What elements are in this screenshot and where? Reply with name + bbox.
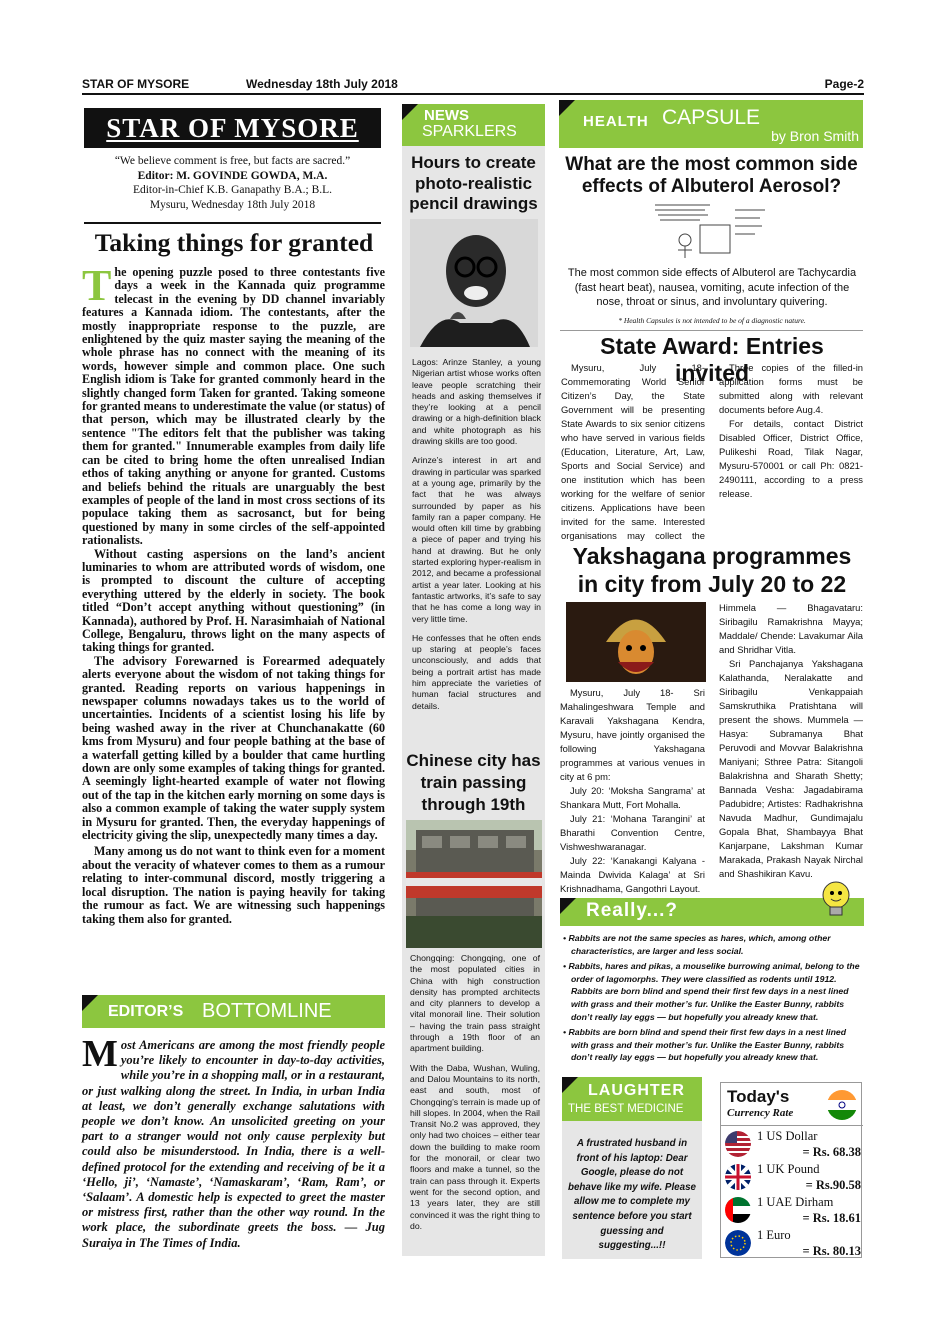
artist-portrait-image (410, 219, 538, 347)
currency-value: = Rs. 68.38 (802, 1144, 861, 1159)
editor-in-chief: Editor-in-Chief K.B. Ganapathy B.A.; B.L. (132, 184, 333, 196)
yakshagana-r1: Himmela — Bhagavataru: Siribagilu Ramakrishna Mayya; Maddale/ Chende: Lavakumar Aila and Shridhar Vitla. (719, 602, 863, 655)
health-body: The most common side effects of Albuterol are Tachycardia (fast heart beat), nausea, vomiting, acute infection of the nose, throat or sinus, and involuntary quivering. (567, 267, 857, 309)
currency-box (720, 1082, 862, 1258)
currency-name: 1 UK Pound (757, 1161, 820, 1176)
health-banner (559, 100, 863, 148)
portrait-drawing (410, 219, 538, 347)
editorial-body (82, 261, 385, 926)
health-byline: by Bron Smith (771, 128, 859, 144)
editorial-headline: Taking things for granted (94, 228, 374, 257)
currency-name: 1 UAE Dirham (757, 1194, 834, 1209)
divider (560, 330, 863, 331)
editorial-p2: Without casting aspersions on the land’s ancient luminaries to whom are attributed words of wisdom, one is prompted to discount the culture of accepting everything uttered by the elderly in society. The book titled “Don’t accept anything without questioning” (in Kannada), authored by Prof. H. Narasimhaiah of National College, Bengaluru, throws light on the many aspects of taking things for granted. (82, 546, 385, 655)
currency-value: = Rs. 18.61 (802, 1210, 861, 1225)
dateline: Mysuru, Wednesday 18th July 2018 (149, 198, 316, 211)
sparkler-headline-1: Hours to create photo-realistic pencil drawings (409, 153, 538, 213)
currency-row-usd (725, 1127, 861, 1160)
page-number: Page-2 (824, 77, 864, 91)
sparkler-2-p2: With the Daba, Wushan, Wuling, and Dalou Mountains to its north, east and south, most of Chongqing’s terrain is made up of hill slopes. In 2004, when the Rail Transit No.2 was approved, they only had two choices – either tear down the building to make room for the monorail, or clear two floors and make a tunnel, so the train can pass through it. Experts went for the second option, and 13 years later, they are still convinced it was the right thing to do. (410, 1062, 540, 1231)
cartoon-drawing (650, 200, 770, 260)
issue-date: Wednesday 18th July 2018 (246, 77, 398, 91)
really-list (562, 932, 864, 1064)
yakshagana-d3: July 22: ‘Kanakangi Kalyana - Mainda Dwivida Kalaga’ at Sri Krishnadhama, Gangothri Layout. (560, 855, 705, 894)
divider (84, 222, 381, 224)
really-text-1: Rabbits are not the same species as hares, which, among other characteristics, are larger and less social. (568, 933, 831, 956)
paper-name: STAR OF MYSORE (82, 77, 190, 91)
really-label: Really...? (586, 900, 679, 921)
laughter-banner (562, 1077, 702, 1121)
bottomline-banner (82, 995, 385, 1028)
really-text-3: Rabbits are born blind and spend their first few days in a nest lined with grass and their mother’s fur. Unlike the Easter Bunny, rabbits don’t really lay eggs — but hopefully you already knew that. (568, 1027, 847, 1063)
sparkler-1-p3: He confesses that he often ends up staring at people’s faces unconsciously, and adds that being a portrait artist has made him appreciate the varieties of human facial structures and details. (412, 632, 541, 711)
sparkler-story-2 (410, 953, 540, 1240)
health-question: What are the most common side effects of Albuterol Aerosol? (565, 154, 858, 197)
uk-flag-icon (725, 1164, 751, 1190)
editorial-p3: The advisory Forewarned is Forearmed adequately alerts everyone about the wisdom of not taking things for granted. Reading reports on various happenings in newspaper columns nowadays takes us to the world of uncertainties. Incidents of a scientist losing his life by being washed away in the river at Chunchanakatte (60 kms from Mysuru) and four people bathing at the base of a waterfall getting killed by a boulder that came hurtling down are only some examples of taking things for granted. A seemingly light-hearted example of water not flowing out of the tap in the kitchen early morning on some days is also a common example of taking the water supply system in Mysuru for granted. Then, the everyday happenings of electricity giving the slip, unexpectedly many times a day. (82, 653, 385, 843)
award-p2: Three copies of the filled-in application forms must be submitted along with relevant documents before Aug.4. (719, 362, 863, 415)
corner-mark (559, 100, 575, 116)
drop-cap-m: M (82, 1033, 118, 1075)
currency-row-eur (725, 1226, 861, 1259)
yakshagana-headline: Yakshagana programmes in city from July 20 to 22 (572, 543, 852, 597)
currency-value: = Rs. 80.13 (802, 1243, 861, 1258)
yakshagana-d1: July 20: ‘Moksha Sangrama’ at Shankara Mutt, Fort Mohalla. (560, 785, 705, 810)
sparklers-label1: NEWS (424, 107, 469, 124)
monorail-image (406, 820, 542, 948)
sparkler-1-p1: Lagos: Arinze Stanley, a young Nigerian artist whose works often leave people scratching their heads and asking themselves if they’re looking at a pencil drawing or a high-definition black and white photograph as his drawing skills are too good. (412, 357, 541, 447)
india-flag-icon (827, 1090, 857, 1120)
award-p3: For details, contact District Disabled Officer, District Office, Pulikeshi Road, Tilak Nagar, Mysuru-570001 or call Ph: 0821-2490111, according to a press release. (719, 418, 863, 499)
divider (721, 1125, 863, 1126)
currency-row-gbp (725, 1160, 861, 1193)
really-item: • Rabbits are born blind and spend their first few days in a nest lined with grass and their mother’s fur. Unlike the Easter Bunny, rabbits don’t really lay eggs — but hopefully you already knew that. (563, 1027, 847, 1063)
editorial-p4: Many among us do not want to think even for a moment about the veracity of whatever comes to them as a rumour relating to inter-communal discord, mostly triggering a local disruption. The nation is paying heavily for taking the rumour as fact. We are witnessing such happenings taking them also for granted. (82, 844, 385, 926)
sparkler-story-1 (412, 357, 541, 720)
currency-value: = Rs.90.58 (805, 1177, 861, 1192)
really-item: • Rabbits, hares and pikas, a mouselike burrowing animal, belong to the order of lagomorphs. They were classified as rodents until 1912. Rabbits are born blind and spend their first few days in a nest lined with grass and their mother’s fur. Unlike the Easter Bunny, rabbits don’t really lay eggs — but hopefully you already knew that. (563, 961, 860, 1022)
editor: Editor: M. GOVINDE GOWDA, M.A. (137, 169, 328, 182)
uae-flag-icon (725, 1197, 751, 1223)
yakshagana-d2: July 21: ‘Mohana Tarangini’ at Bharathi Convention Centre, Vishweshwaranagar. (560, 813, 705, 852)
currency-name: 1 Euro (757, 1227, 791, 1242)
sparkler-headline-2: Chinese city has train passing through 19th (406, 751, 541, 814)
yakshagana-col1 (560, 686, 705, 896)
health-disclaimer: * Health Capsules is not intended to be of a diagnostic nature. (618, 316, 806, 325)
currency-subtitle: Currency Rate (727, 1107, 794, 1119)
currency-name: 1 US Dollar (757, 1128, 818, 1143)
yakshagana-performer (566, 602, 706, 682)
really-text-2: Rabbits, hares and pikas, a mouselike burrowing animal, belong to the order of lagomorphs. They were classified as rodents until 1912. Rabbits are born blind and spend their first few days in a nest lined with grass and their mother’s fur. Unlike the Easter Bunny, rabbits don’t really lay eggs — but hopefully you already knew that. (568, 961, 860, 1022)
sparkler-2-p1: Chongqing: Chongqing, one of the most populated cities in China with high construction density has prompted architects and city planners to develop a vital monorail line. Their solution – having the train pass straight through a 19th floor of an apartment building. (410, 953, 540, 1054)
bottomline-label1: EDITOR’S (108, 1003, 184, 1020)
corner-mark (562, 1077, 578, 1093)
laughter-joke: A frustrated husband in front of his laptop: Dear Google, please do not behave like my wife. Please allow me to complete my sentence before you start guessing and suggesting...!! (568, 1138, 696, 1252)
award-body-col2 (719, 361, 863, 501)
us-flag-icon (725, 1131, 751, 1157)
bottomline-label2: BOTTOMLINE (202, 1000, 332, 1022)
health-label2: CAPSULE (662, 106, 761, 129)
lightbulb-icon (815, 878, 857, 920)
corner-mark (82, 995, 98, 1011)
sparklers-label2: SPARKLERS (422, 123, 517, 140)
editorial-p1: he opening puzzle posed to three contestants five days a week in the Kannada quiz programme telecast in the evening by DD channel invariably features a Kannada idiom. The contestants, after the mostly inappropriate response to the puzzle, are enlightened by the quiz master saying the meaning of the whole phrase has no connect with the meaning of its words, however simple and common place. One such English idiom is Take for granted commonly heard in the slightly changed form Taken for granted. Taking someone for granted means to underestimate the value (or status) of that person, which may be illustrated clearly by the sentence "The editors felt that the publisher was taking them for granted." Innumerable examples from daily life can be cited to bring home the often unrealised Indian ethos of taking anything or anyone for granted. Customs and beliefs behind the rituals are unarguably the best examples of people of the land in most cross sections of its populace taking them as sacrosanct, but for being questioned by many in some circles of the self-appointed rationalists. (82, 265, 385, 548)
laughter-label2: THE BEST MEDICINE (568, 1103, 684, 1115)
corner-mark (402, 104, 418, 120)
health-label1: HEALTH (583, 113, 649, 130)
yakshagana-col2 (719, 601, 863, 881)
monorail-photo (406, 820, 542, 948)
corner-mark (560, 898, 576, 914)
cartoon-sketch-image (650, 200, 770, 260)
currency-row-aed (725, 1193, 861, 1226)
sparkler-1-p2: Arinze’s interest in art and drawing in particular was sparked at a young age, primarily by the fact that he was always surrounded by paper as his family ran a paper company. He would often kill time by grabbing a piece of paper and trying his hand at drawing. But he only started exploring hyper-realism in 2012, and became a professional artist a year later. Looking at his fantastic artworks, it’s safe to say that he has come a long way in very little time. (412, 455, 541, 624)
page-header (82, 77, 864, 93)
bottomline-body (82, 1033, 385, 1251)
laughter-label1: LAUGHTER (588, 1082, 685, 1099)
yakshagana-r2: Sri Panchajanya Yakshagana Kalathanda, Neralakatte and Siribagilu Venkappaiah Samskruthika Pratishtana will present the shows. Mummela — Hasya: Subramanya Bhat Peruvodi and Movvar Balakrishna Maniyani; Sthree Patra: Sitangoli Balakrishna and Sharath Shetty; Bannada Vesha: Jagadabirama Padubidre; Artistes: Radhakrishna Navuda Madhur, Gundimajalu Gopala Bhat, Shambayya Bhat Kanjarpane, Lakshman Kumar Marakada, Prakash Nayak Nirchal and Shashikiran Kavu. (719, 658, 863, 879)
masthead-logo: STAR OF MYSORE (84, 108, 381, 148)
bottomline-text: ost Americans are among the most friendly people you’re likely to encounter in day-to-day activities, while you’re in a shopping mall, or in a restaurant, or just walking along the street. In India, in urban India at least, we don’t generally exchange salutations with people we don’t know. An unsolicited greeting on your part to a stranger would not only cause perplexity but could also be misunderstood. In India, there is a well-defined protocol for the extending and receiving of be it a ‘Hello, ji’, ‘Namaste’, ‘Namaskaram’, ‘Ram, Ram’, or ‘Salaam’. A domestic help is expected to greet the master or mistress first, rather than the other way round. In the work place, the subordinate greets the boss. — Jug Suraiya in The Times of India. (82, 1038, 385, 1250)
yakshagana-intro: Mysuru, July 18- Sri Mahalingeshwara Temple and Karavali Yakshagana Kendra, Mysuru, have jointly organised the following Yakshagana programmes at various venues in city at 6 pm: (560, 687, 705, 782)
eu-flag-icon (725, 1230, 751, 1256)
header-rule (82, 93, 864, 95)
really-item: • Rabbits are not the same species as hares, which, among other characteristics, are larger and less social. (563, 933, 831, 956)
yakshagana-image (566, 602, 706, 682)
award-headline: State Award: Entries invited (600, 333, 824, 386)
award-body-col1: Mysuru, July 18- Commemorating World Senior Citizen’s Day, the State Government will be presenting State Awards to six senior citizens who have served in various fields (Education, Literature, Art, Law, Sports and Social Service) and one institution which has been working for the welfare of senior citizens. Applications have been invited for the same. Interested organisations may collect the (561, 362, 705, 541)
masthead-info (84, 154, 381, 212)
currency-title: Today's (727, 1087, 790, 1106)
drop-cap-t: T (82, 261, 112, 310)
sparklers-banner (402, 104, 545, 146)
motto: “We believe comment is free, but facts are sacred.” (114, 155, 351, 167)
